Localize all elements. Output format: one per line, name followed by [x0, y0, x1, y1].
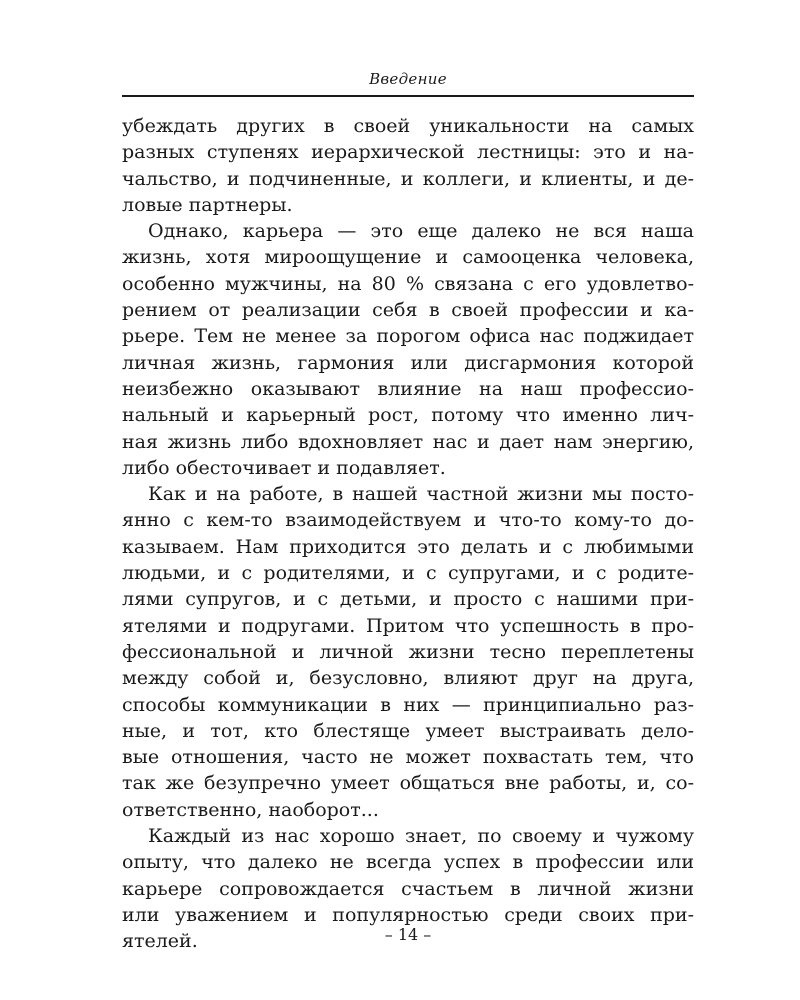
text-line: убеждать других в своей уникальности на самых — [122, 115, 694, 137]
paragraph-2 — [122, 218, 694, 481]
text-line: Как и на работе, в нашей частной жизни мы посто- — [148, 483, 694, 506]
text-line: ятелей. — [122, 930, 198, 953]
text-line: рьере. Тем не менее за порогом офиса нас поджидает — [122, 325, 694, 348]
text-line: личная жизнь, гармония или дисгармония которой — [122, 351, 694, 374]
text-line: жизнь, хотя мироощущение и самооценка человека, — [122, 246, 694, 269]
text-line: ные, и тот, кто блестяще умеет выстраивать дело- — [122, 719, 694, 742]
text-line: между собой и, безусловно, влияют друг на друга, — [122, 667, 694, 690]
text-line: либо обесточивает и подавляет. — [122, 456, 446, 479]
text-line: казываем. Нам приходится это делать и с любимыми — [122, 535, 694, 558]
text-line: чальство, и подчиненные, и коллеги, и клиенты, и де- — [122, 167, 694, 190]
text-line: так же безупречно умеет общаться вне работы, и, со- — [122, 772, 694, 795]
text-line: янно с кем-то взаимодействуем и что-то кому-то до- — [122, 509, 694, 532]
text-line: рением от реализации себя в своей профессии и ка- — [122, 299, 694, 322]
text-line: лями супругов, и с детьми, и просто с нашими при- — [122, 588, 694, 611]
running-head: Введение — [369, 70, 447, 88]
text-line: ответственно, наоборот... — [122, 798, 379, 821]
text-line: людьми, и с родителями, и с супругами, и с родите- — [122, 562, 694, 585]
body-text — [122, 113, 694, 955]
text-line: Каждый из нас хорошо знает, по своему и чужому — [148, 825, 694, 848]
text-line: фессиональной и личной жизни тесно переплетены — [122, 640, 694, 663]
text-line: ловые партнеры. — [122, 193, 293, 216]
header-rule — [122, 95, 694, 97]
text-line: опыту, что далеко не всегда успех в профессии или — [122, 851, 694, 874]
text-line: неизбежно оказывают влияние на наш профессио- — [122, 377, 694, 400]
text-line: карьере сопровождается счастьем в личной жизни — [122, 877, 694, 900]
text-line: способы коммуникации в них — принципиально раз- — [122, 693, 694, 716]
paragraph-3 — [122, 481, 694, 823]
text-line: особенно мужчины, на 80 % связана с его удовлетво- — [122, 272, 694, 295]
text-line: разных ступенях иерархической лестницы: это и на- — [122, 141, 694, 164]
page-number: – 14 – — [384, 925, 432, 944]
paragraph-1 — [122, 113, 694, 218]
text-line: или уважением и популярностью среди своих при- — [122, 903, 694, 926]
text-line: Однако, карьера — это еще далеко не вся наша — [148, 220, 694, 243]
text-line: вые отношения, часто не может похвастать тем, что — [122, 746, 694, 769]
text-line: ная жизнь либо вдохновляет нас и дает нам энергию, — [122, 430, 694, 453]
text-line: ятелями и подругами. Притом что успешность в про- — [122, 614, 694, 637]
text-line: нальный и карьерный рост, потому что именно лич- — [122, 404, 694, 427]
